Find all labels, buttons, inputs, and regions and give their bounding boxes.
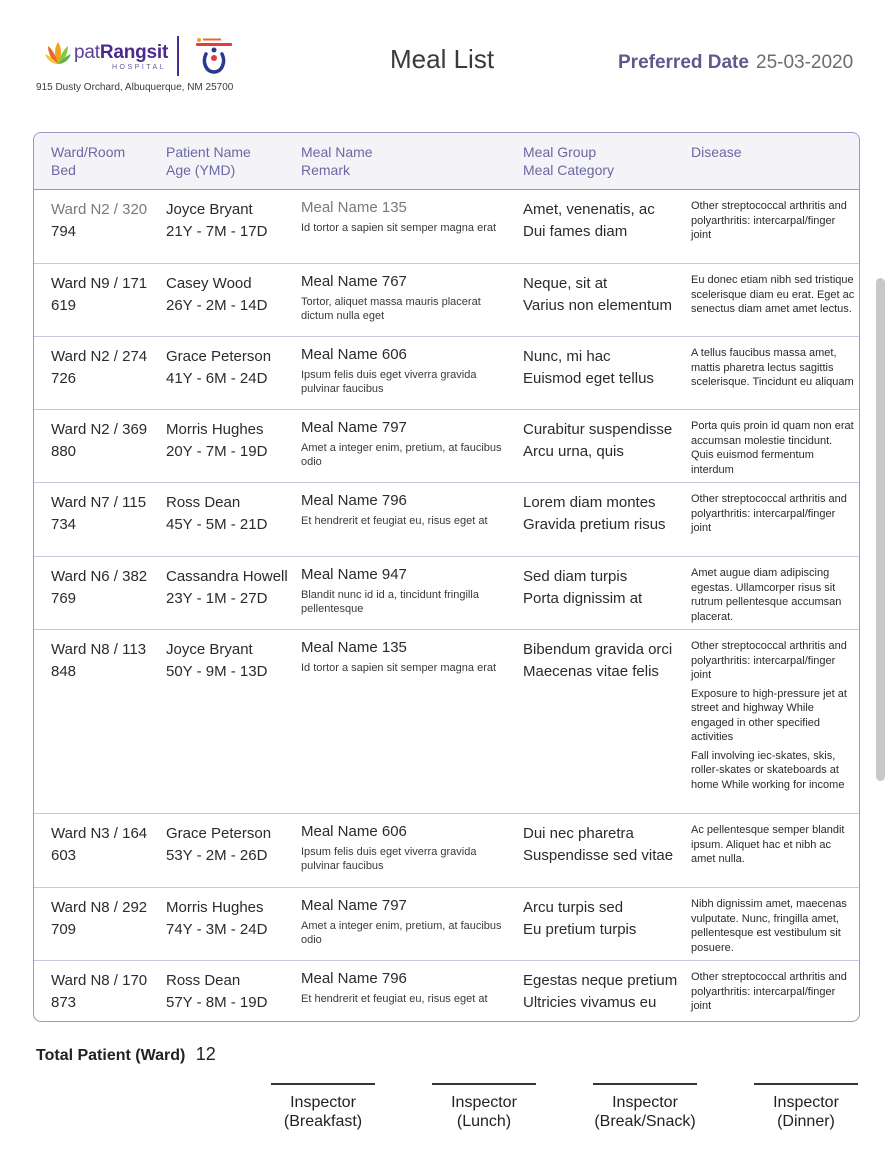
meal-remark: Blandit nunc id id a, tincidunt fringilla pellentesque	[301, 589, 479, 615]
bed-number: 880	[51, 443, 77, 460]
disease-cell	[691, 639, 856, 792]
meal-cell	[301, 895, 506, 947]
meal-remark: Ipsum felis duis eget viverra gravida pulvinar faucibus	[301, 846, 477, 872]
disease-item: Amet augue diam adipiscing egestas. Ullamcorper risus sit rutrum pellentesque accumsan placerat.	[691, 567, 842, 623]
meal-name: Meal Name 796	[301, 970, 407, 987]
disease-item: Exposure to high-pressure jet at street and highway While engaged in other specified activities	[691, 687, 847, 743]
bed-number: 619	[51, 297, 77, 314]
meal-cell	[301, 564, 506, 616]
meal-category: Arcu urna, quis	[523, 443, 624, 460]
column-header-patient: Patient Name Age (YMD)	[166, 144, 251, 178]
signature-breakfast: Inspector (Breakfast)	[271, 1083, 375, 1131]
signature-line	[593, 1083, 697, 1085]
meal-remark: Ipsum felis duis eget viverra gravida pulvinar faucibus	[301, 369, 477, 395]
disease-item: Other streptococcal arthritis and polyarthritis: intercarpal/finger joint	[691, 971, 847, 1012]
total-patient-label: Total Patient (Ward)	[36, 1047, 186, 1064]
meal-remark: Et hendrerit et feugiat eu, risus eget at	[301, 993, 488, 1005]
meal-cell	[301, 417, 506, 469]
patient-name: Morris Hughes	[166, 899, 264, 916]
preferred-date-label: Preferred Date	[618, 52, 749, 73]
patient-name: Grace Peterson	[166, 348, 272, 365]
meal-group: Curabitur suspendisse	[523, 421, 673, 438]
patient-name: Ross Dean	[166, 494, 241, 511]
meal-name: Meal Name 797	[301, 419, 407, 436]
table-row	[34, 190, 859, 264]
disease-cell	[691, 419, 856, 477]
patient-age: 45Y - 5M - 21D	[166, 516, 268, 533]
table-row	[34, 483, 859, 557]
disease-item: Other streptococcal arthritis and polyarthritis: intercarpal/finger joint	[691, 493, 847, 534]
patient-age: 21Y - 7M - 17D	[166, 223, 268, 240]
patient-name: Grace Peterson	[166, 825, 272, 842]
meal-group: Nunc, mi hac	[523, 348, 611, 365]
patient-age: 57Y - 8M - 19D	[166, 994, 268, 1011]
patient-name: Casey Wood	[166, 275, 252, 292]
disease-item: Other streptococcal arthritis and polyarthritis: intercarpal/finger joint	[691, 640, 847, 681]
meal-group: Bibendum gravida orci	[523, 641, 673, 658]
bed-number: 726	[51, 370, 77, 387]
column-header-disease: Disease	[691, 144, 742, 160]
meal-group: Neque, sit at	[523, 275, 608, 292]
meal-name: Meal Name 606	[301, 346, 407, 363]
bed-number: 873	[51, 994, 77, 1011]
bed-number: 734	[51, 516, 77, 533]
preferred-date-value: 25-03-2020	[756, 52, 854, 73]
meal-category: Euismod eget tellus	[523, 370, 654, 387]
logo-wordmark: patRangsit	[74, 42, 169, 63]
meal-cell	[301, 271, 506, 323]
signature-lunch: Inspector (Lunch)	[432, 1083, 536, 1131]
meal-category: Dui fames diam	[523, 223, 628, 240]
meal-cell	[301, 344, 506, 396]
meal-remark: Tortor, aliquet massa mauris placerat dictum nulla eget	[301, 296, 481, 322]
meal-name: Meal Name 606	[301, 823, 407, 840]
meal-name: Meal Name 135	[301, 639, 407, 656]
meal-cell	[301, 197, 506, 235]
meal-name: Meal Name 797	[301, 897, 407, 914]
patient-age: 74Y - 3M - 24D	[166, 921, 268, 938]
meal-category: Suspendisse sed vitae	[523, 847, 674, 864]
mother-child-logo-icon	[194, 36, 234, 76]
meal-cell	[301, 490, 506, 528]
meal-name: Meal Name 796	[301, 492, 407, 509]
disease-item: Porta quis proin id quam non erat accumsan molestie tincidunt. Quis euismod fermentum interdum	[691, 420, 854, 476]
ward-room: Ward N9 / 171	[51, 275, 148, 292]
patient-name: Joyce Bryant	[166, 641, 253, 658]
disease-cell	[691, 897, 856, 955]
table-row	[34, 814, 859, 888]
column-header-group: Meal Group Meal Category	[523, 144, 615, 178]
meal-remark: Amet a integer enim, pretium, at faucibus odio	[301, 920, 502, 946]
table-row	[34, 630, 859, 814]
patient-age: 20Y - 7M - 19D	[166, 443, 268, 460]
meal-category: Gravida pretium risus	[523, 516, 666, 533]
ward-room: Ward N8 / 113	[51, 641, 147, 658]
disease-item: Other streptococcal arthritis and polyarthritis: intercarpal/finger joint	[691, 200, 847, 241]
bed-number: 848	[51, 663, 77, 680]
lotus-logo-icon	[44, 38, 72, 68]
meal-category: Maecenas vitae felis	[523, 663, 659, 680]
disease-item: Ac pellentesque semper blandit ipsum. Aliquet hac et nibh ac amet nulla.	[691, 824, 845, 865]
disease-cell	[691, 566, 856, 624]
meal-name: Meal Name 767	[301, 273, 407, 290]
meal-remark: Amet a integer enim, pretium, at faucibus odio	[301, 442, 502, 468]
meal-group: Arcu turpis sed	[523, 899, 624, 916]
table-row	[34, 888, 859, 961]
patient-age: 26Y - 2M - 14D	[166, 297, 268, 314]
meal-list-table	[33, 132, 860, 1022]
column-header-meal: Meal Name Remark	[301, 144, 373, 178]
ward-room: Ward N7 / 115	[51, 494, 147, 511]
total-patient	[36, 1044, 216, 1065]
patient-name: Cassandra Howell	[166, 568, 288, 585]
meal-group: Sed diam turpis	[523, 568, 628, 585]
disease-cell	[691, 492, 856, 536]
patient-age: 23Y - 1M - 27D	[166, 590, 268, 607]
ward-room: Ward N2 / 369	[51, 421, 148, 438]
disease-item: Eu donec etiam nibh sed tristique scelerisque diam eu erat. Eget ac senectus diam amet amet lectus.	[691, 274, 855, 315]
table-row	[34, 337, 859, 410]
signature-line	[432, 1083, 536, 1085]
patient-name: Joyce Bryant	[166, 201, 253, 218]
ward-room: Ward N8 / 170	[51, 972, 148, 989]
bed-number: 709	[51, 921, 77, 938]
logo-hospital-text: HOSPITAL	[112, 64, 167, 71]
meal-category: Eu pretium turpis	[523, 921, 637, 938]
disease-item: A tellus faucibus massa amet, mattis pharetra lectus sagittis scelerisque. Tincidunt eu aliquam	[691, 347, 854, 388]
meal-name: Meal Name 947	[301, 566, 407, 583]
document-header	[0, 0, 893, 110]
hospital-logo	[44, 36, 244, 80]
meal-remark: Id tortor a sapien sit semper magna erat	[301, 662, 497, 674]
vertical-scrollbar[interactable]	[876, 278, 885, 781]
meal-remark: Id tortor a sapien sit semper magna erat	[301, 222, 497, 234]
column-header-ward: Ward/Room Bed	[51, 144, 126, 178]
patient-age: 50Y - 9M - 13D	[166, 663, 268, 680]
ward-room: Ward N3 / 164	[51, 825, 148, 842]
logo-divider	[177, 36, 179, 76]
meal-name: Meal Name 135	[301, 199, 407, 216]
patient-name: Ross Dean	[166, 972, 241, 989]
meal-category: Varius non elementum	[523, 297, 672, 314]
total-patient-value: 12	[195, 1044, 216, 1064]
patient-age: 41Y - 6M - 24D	[166, 370, 268, 387]
meal-group: Lorem diam montes	[523, 494, 656, 511]
signature-dinner: Inspector (Dinner)	[754, 1083, 858, 1131]
signature-line	[754, 1083, 858, 1085]
signature-snack: Inspector (Break/Snack)	[593, 1083, 697, 1131]
meal-remark: Et hendrerit et feugiat eu, risus eget at	[301, 515, 488, 527]
disease-cell	[691, 346, 856, 390]
meal-cell	[301, 637, 506, 675]
meal-cell	[301, 821, 506, 873]
page-title: Meal List	[390, 44, 495, 74]
table-row	[34, 557, 859, 630]
bed-number: 603	[51, 847, 77, 864]
meal-group: Dui nec pharetra	[523, 825, 634, 842]
meal-category: Ultricies vivamus eu	[523, 994, 657, 1011]
disease-item: Fall involving iec-skates, skis, roller-skates or skateboards at home While working for income	[691, 749, 845, 791]
hospital-address: 915 Dusty Orchard, Albuquerque, NM 25700	[36, 82, 234, 93]
disease-item: Nibh dignissim amet, maecenas vulputate. Nunc, fringilla amet, pellentesque est vestibulum sit posuere.	[691, 898, 847, 954]
table-row	[34, 961, 859, 1022]
ward-room: Ward N2 / 274	[51, 348, 148, 365]
table-row	[34, 410, 859, 483]
disease-cell	[691, 273, 856, 317]
patient-age: 53Y - 2M - 26D	[166, 847, 268, 864]
meal-group: Egestas neque pretium	[523, 972, 678, 989]
ward-room: Ward N6 / 382	[51, 568, 148, 585]
bed-number: 769	[51, 590, 77, 607]
signature-line	[271, 1083, 375, 1085]
bed-number: 794	[51, 223, 77, 240]
meal-group: Amet, venenatis, ac	[523, 201, 655, 218]
table-header	[34, 133, 859, 190]
meal-cell	[301, 968, 506, 1006]
ward-room: Ward N8 / 292	[51, 899, 148, 916]
patient-name: Morris Hughes	[166, 421, 264, 438]
disease-cell	[691, 970, 856, 1014]
meal-category: Porta dignissim at	[523, 590, 643, 607]
disease-cell	[691, 199, 856, 243]
table-row	[34, 264, 859, 337]
ward-room: Ward N2 / 320	[51, 201, 148, 218]
disease-cell	[691, 823, 856, 867]
